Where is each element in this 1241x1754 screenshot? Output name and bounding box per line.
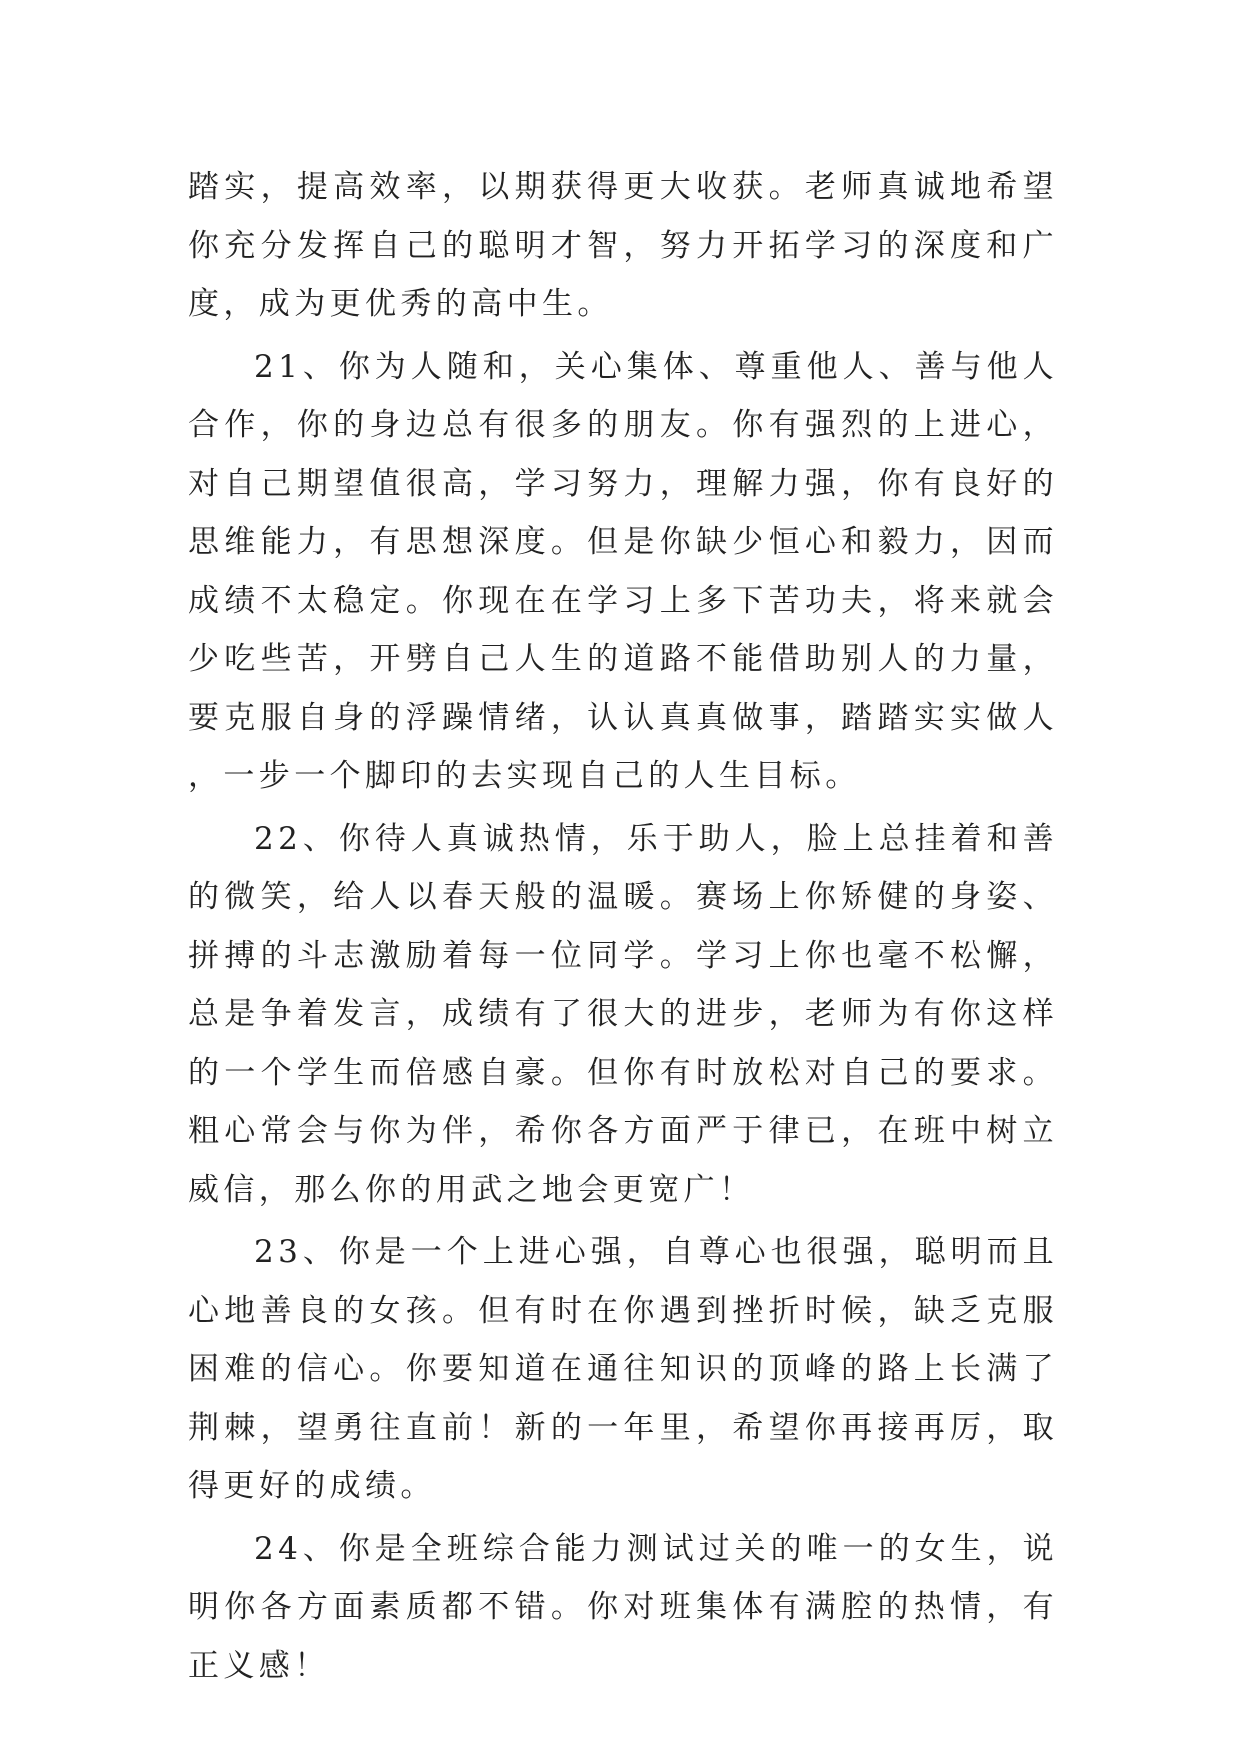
document-page (188, 158, 1058, 1695)
paragraph-continuation: 踏实，提高效率，以期获得更大收获。老师真诚地希望你充分发挥自己的聪明才智，努力开拓学习的深度和广度，成为更优秀的高中生。 (188, 169, 1058, 322)
paragraph-comment-24: 24、你是全班综合能力测试过关的唯一的女生，说明你各方面素质都不错。你对班集体有满腔的热情，有正义感！ (188, 1530, 1058, 1684)
paragraph-comment-21: 21、你为人随和，关心集体、尊重他人、善与他人合作，你的身边总有很多的朋友。你有强烈的上进心，对自己期望值很高，学习努力，理解力强，你有良好的思维能力，有思想深度。但是你缺少恒心和毅力，因而成绩不太稳定。你现在在学习上多下苦功夫，将来就会少吃些苦，开劈自己人生的道路不能借助别人的力量，要克服自身的浮躁情绪，认认真真做事，踏踏实实做人，一步一个脚印的去实现自己的人生目标。 (188, 348, 1058, 794)
paragraph-comment-22: 22、你待人真诚热情，乐于助人，脸上总挂着和善的微笑，给人以春天般的温暖。赛场上你矫健的身姿、拼搏的斗志激励着每一位同学。学习上你也毫不松懈，总是争着发言，成绩有了很大的进步，老师为有你这样的一个学生而倍感自豪。但你有时放松对自己的要求。粗心常会与你为伴，希你各方面严于律已，在班中树立威信，那么你的用武之地会更宽广！ (188, 820, 1058, 1208)
paragraph-comment-23: 23、你是一个上进心强，自尊心也很强，聪明而且心地善良的女孩。但有时在你遇到挫折时候，缺乏克服困难的信心。你要知道在通往知识的顶峰的路上长满了荆棘，望勇往直前！新的一年里，希望你再接再厉，取得更好的成绩。 (188, 1234, 1058, 1504)
